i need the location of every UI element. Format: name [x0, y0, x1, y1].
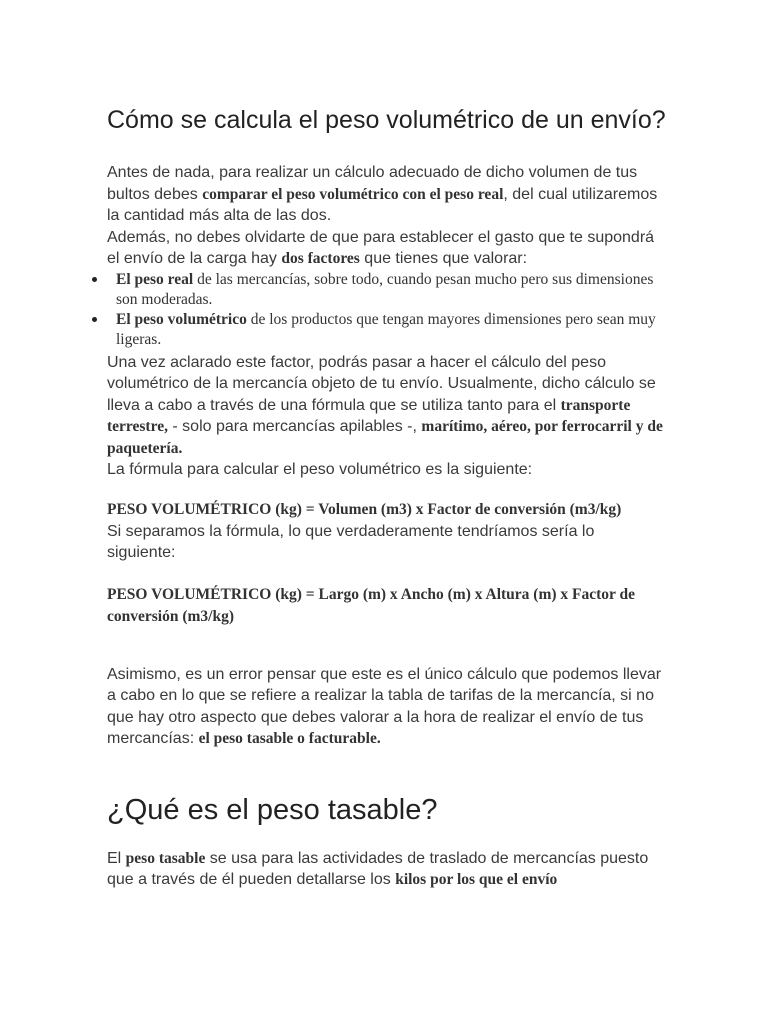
bold-run: dos factores — [281, 250, 360, 267]
section-title-tasable: ¿Qué es el peso tasable? — [107, 793, 438, 826]
bold-run: comparar el peso volumétrico con el peso real — [202, 185, 504, 203]
formula-dimensiones: PESO VOLUMÉTRICO (kg) = Largo (m) x Ancho (m) x Altura (m) x Factor de conversión (m3/kg) — [107, 585, 636, 625]
text-run: de los productos que tengan mayores dimensiones pero sean muy ligeras. — [116, 310, 656, 348]
bold-run: el peso tasable o facturable. — [198, 730, 381, 747]
bold-run: transporte terrestre, — [107, 396, 631, 435]
text-run: Además, no debes olvidarte de que para establecer el gasto que te supondrá el envío de la carga hay — [107, 228, 655, 267]
section-title-calculo: Cómo se calcula el peso volumétrico de un envío? — [107, 106, 666, 134]
bold-run: peso tasable — [125, 849, 206, 867]
article-body — [107, 104, 667, 891]
paragraph-factores — [107, 227, 667, 270]
bold-run: El peso volumétrico — [116, 310, 247, 328]
bold-run: El peso real — [116, 270, 194, 288]
text-run: El — [107, 849, 126, 867]
list-item — [107, 270, 667, 310]
paragraph-separamos: Si separamos la fórmula, lo que verdaderamente tendríamos sería lo siguiente: — [107, 522, 595, 561]
text-run: de las mercancías, sobre todo, cuando pesan mucho pero sus dimensiones son moderadas. — [116, 270, 654, 308]
paragraph-calculo — [107, 352, 667, 460]
text-run: Antes de nada, para realizar un cálculo adecuado de dicho volumen de tus bultos debes — [107, 164, 638, 203]
text-run: se usa para las actividades de traslado de mercancías puesto que a través de él pueden detallarse los — [107, 849, 649, 888]
paragraph-tasable — [107, 848, 667, 891]
paragraph-formula-intro: La fórmula para calcular el peso volumétrico es la siguiente: — [107, 461, 533, 478]
bold-run: marítimo, aéreo, por ferrocarril y de paquetería. — [107, 418, 663, 457]
bold-run: kilos por los que el envío — [395, 871, 558, 888]
paragraph-intro — [107, 162, 667, 227]
factors-list — [107, 270, 667, 350]
formula-volumen: PESO VOLUMÉTRICO (kg) = Volumen (m3) x Factor de conversión (m3/kg) — [107, 500, 622, 518]
list-item — [107, 310, 667, 350]
text-run: que tienes que valorar: — [359, 250, 528, 267]
text-run: Una vez aclarado este factor, podrás pasar a hacer el cálculo del peso volumétrico de la mercancía objeto de tu envío. Usualmente, dicho cálculo se lleva a cabo a través de una fórmula que se utiliza tanto para el — [107, 353, 656, 414]
text-run: Asimismo, es un error pensar que este es el único cálculo que podemos llevar a cabo en lo que se refiere a realizar la tabla de tarifas de la mercancía, si no que hay otro aspecto que debes valorar a la hora de realizar el envío de tus mercancías: — [107, 665, 662, 747]
text-run: , del cual utilizaremos la cantidad más alta de las dos. — [107, 185, 658, 224]
paragraph-asimismo — [107, 664, 667, 750]
text-run: - solo para mercancías apilables -, — [167, 418, 422, 435]
